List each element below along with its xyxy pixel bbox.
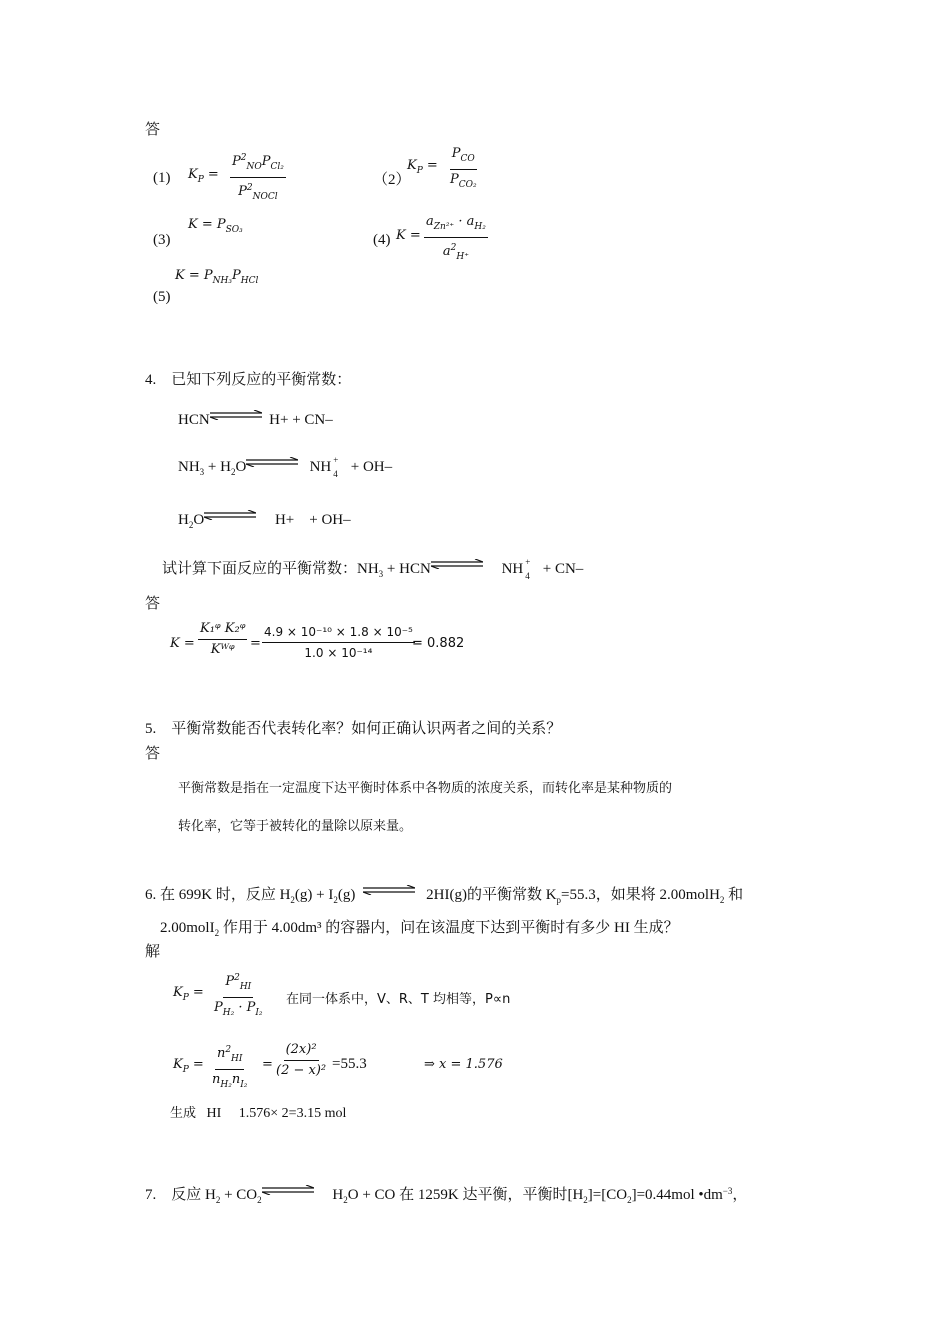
answer-text-line: 转化率，它等于被转化的量除以原来量。: [178, 819, 413, 834]
question-7-line-1: 7. 反应 $H_2 + CO_2$ $H_2O$ + CO 在 1259K 达平衡，平衡时$[H_2]=[CO_2]=0.44mol$ $•dm^{-3}$，: [145, 1186, 748, 1205]
solution-label: 解: [145, 944, 161, 960]
question-6-line-2: 2.00molI$_2$ 作用于 4.00dm³ 的容器内，问在该温度下达到平衡时有多少 HI 生成？: [160, 920, 679, 938]
question-5-title: 5. 平衡常数能否代表转化率？如何正确认识两者之间的关系？: [145, 721, 562, 737]
question-4-title: 4. 已知下列反应的平衡常数：: [145, 372, 352, 388]
equilibrium-arrow-icon: [262, 1185, 314, 1195]
reaction-3: $H_2O$ H+ + OH–: [178, 512, 351, 530]
answer-label: 答: [145, 122, 161, 138]
question-6-line-1: 6. 在 699K 时，反应 $H_2(g) + I_2(g)$ 2HI(g)的平衡常数 $K_p=55.3$，如果将 2.00molH$_2$ 和: [145, 887, 744, 905]
generation-result: 生成 HI 1.576× 2=3.15 mol: [170, 1106, 347, 1121]
question-4-task: 试计算下面反应的平衡常数：$NH_3$ + HCN NH + 4 + CN–: [162, 557, 584, 581]
equilibrium-arrow-icon: [363, 885, 415, 895]
answer-label: 答: [145, 596, 161, 612]
answer-label: 答: [145, 746, 161, 762]
equilibrium-arrow-icon: [431, 559, 483, 569]
answer-text-line: 平衡常数是指在一定温度下达平衡时体系中各物质的浓度关系，而转化率是某种物质的: [178, 781, 673, 796]
reaction-1: HCN H+ + CN–: [178, 412, 333, 428]
equilibrium-arrow-icon: [210, 410, 262, 420]
equilibrium-arrow-icon: [204, 510, 256, 520]
equilibrium-arrow-icon: [246, 457, 298, 467]
reaction-2: $NH_3 + H_2O$ NH + 4 + OH–: [178, 455, 393, 479]
